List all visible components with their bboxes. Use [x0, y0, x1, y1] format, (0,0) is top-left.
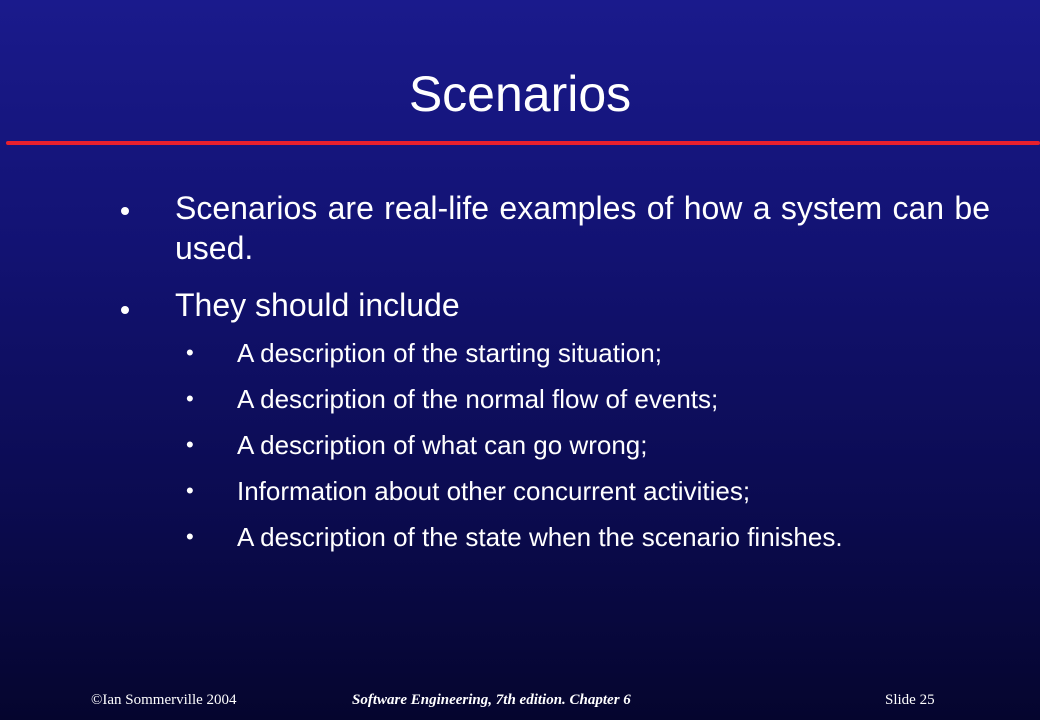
round-bullet-icon: [121, 207, 129, 215]
sub-bullet-icon: •: [186, 524, 194, 549]
slide-title: Scenarios: [408, 66, 632, 122]
bullet-text: They should include: [175, 287, 460, 323]
footer-slide-number: Slide 25: [885, 692, 935, 708]
sub-bullet-text: A description of what can go wrong;: [237, 430, 648, 460]
footer-copyright: ©Ian Sommerville 2004: [91, 692, 237, 708]
sub-bullet-text: A description of the state when the scenario finishes.: [237, 522, 843, 552]
sub-bullet-icon: •: [186, 432, 194, 457]
bullet-text: Scenarios are real-life examples of how a system can be used.: [175, 190, 990, 266]
footer-book-title: Software Engineering, 7th edition. Chapter 6: [352, 692, 631, 708]
sub-bullet-icon: •: [186, 340, 194, 365]
round-bullet-icon: [121, 306, 129, 314]
sub-bullet-text: Information about other concurrent activities;: [237, 476, 751, 506]
sub-bullet-text: A description of the starting situation;: [237, 338, 662, 368]
sub-bullet-text: A description of the normal flow of events;: [237, 384, 719, 414]
sub-bullet-icon: •: [186, 478, 194, 503]
sub-bullet-icon: •: [186, 386, 194, 411]
